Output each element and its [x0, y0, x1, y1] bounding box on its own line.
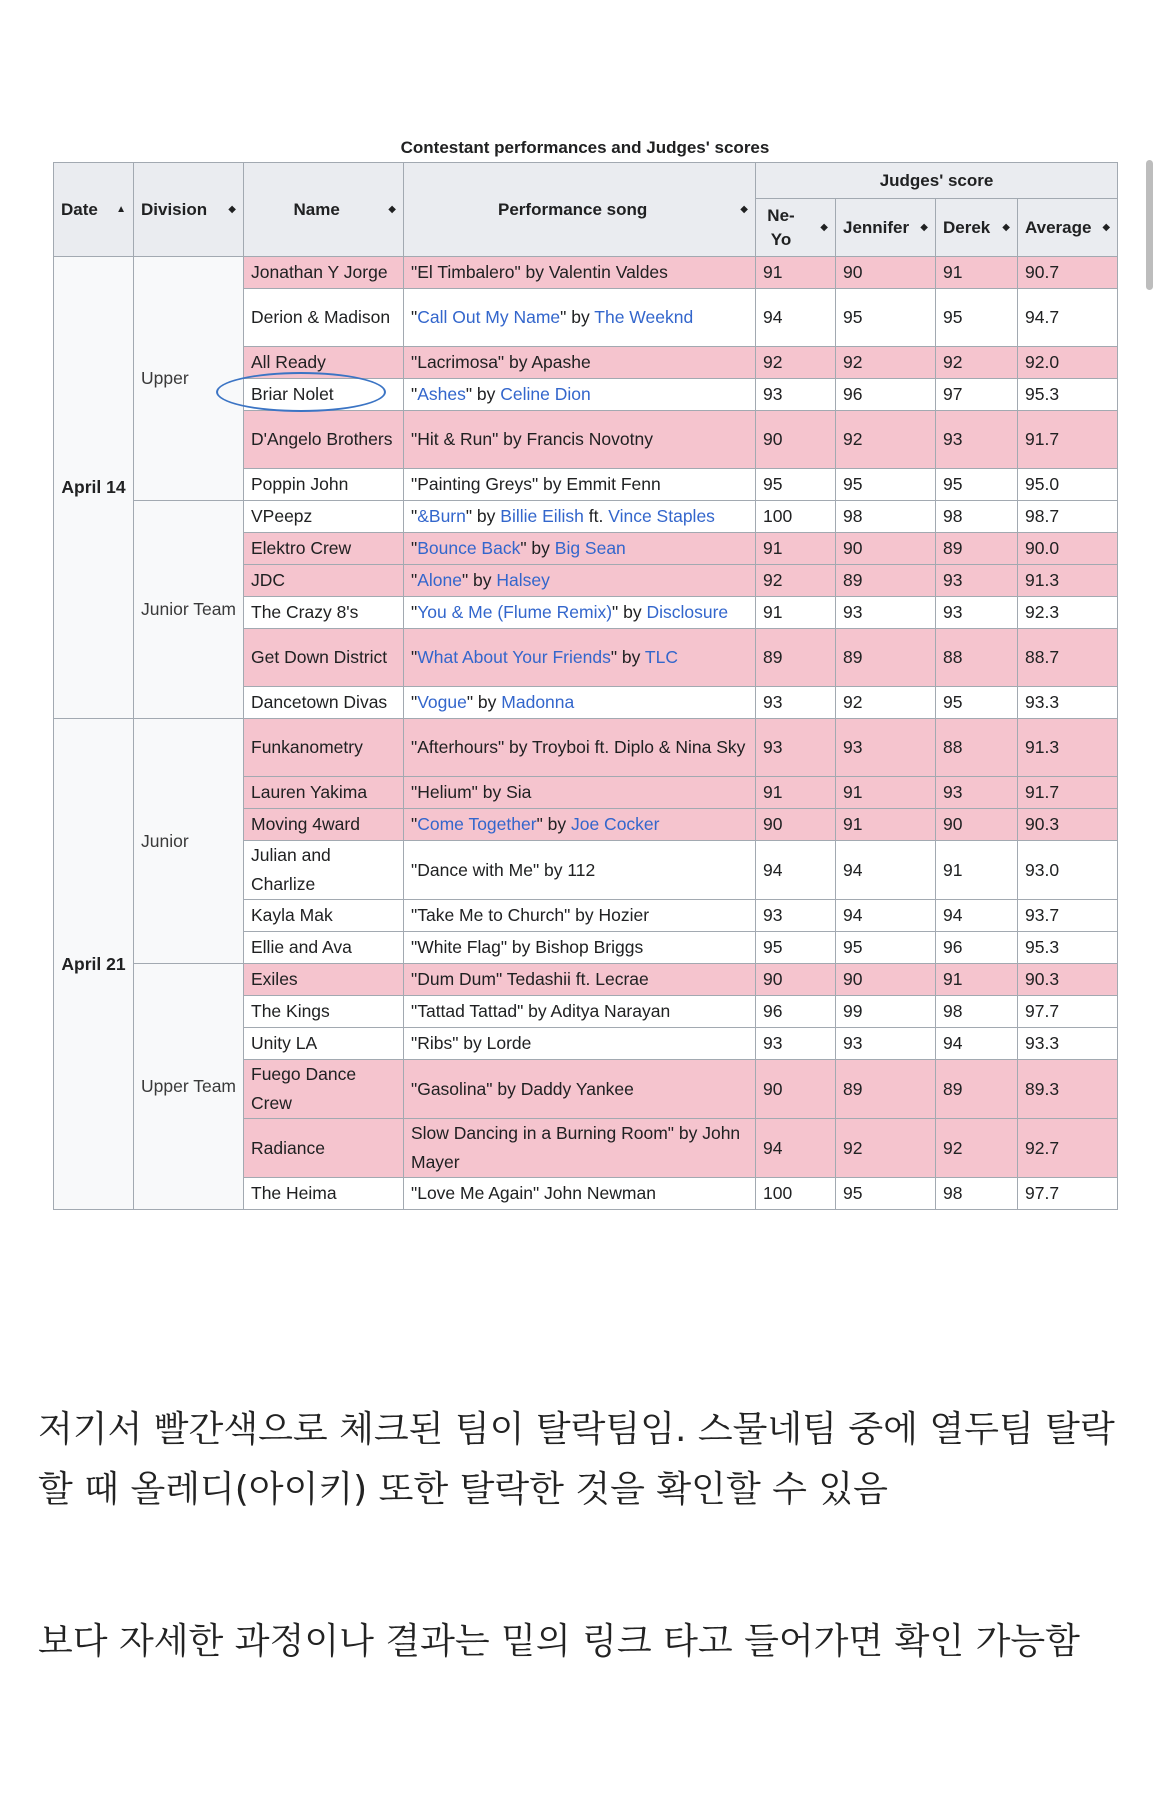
performance-song — [404, 809, 756, 841]
date-cell: April 21 — [54, 719, 134, 1210]
score-derek: 89 — [936, 1060, 1018, 1119]
song-text: " — [411, 692, 418, 712]
header-performance-song[interactable]: Performance song ◆ — [404, 163, 756, 257]
score-jennifer: 90 — [836, 257, 936, 289]
song-link[interactable]: TLC — [644, 647, 678, 667]
contestant-name: Derion & Madison — [244, 289, 404, 347]
header-date[interactable]: Date ▲ — [54, 163, 134, 257]
contestant-name: VPeepz — [244, 501, 404, 533]
score-derek: 98 — [936, 996, 1018, 1028]
results-table-container — [53, 134, 1117, 1210]
highlight-circle — [216, 372, 386, 412]
song-text: "Ribs" by Lorde — [411, 1033, 532, 1053]
song-link[interactable]: Disclosure — [646, 602, 729, 622]
score-neyo: 96 — [756, 996, 836, 1028]
song-text: " by — [465, 384, 501, 404]
contestant-name: All Ready — [244, 347, 404, 379]
header-jennifer[interactable]: Jennifer ◆ — [836, 199, 936, 257]
performance-song — [404, 533, 756, 565]
header-neyo[interactable]: Ne-Yo ◆ — [756, 199, 836, 257]
score-jennifer: 92 — [836, 411, 936, 469]
score-jennifer: 90 — [836, 964, 936, 996]
contestant-name: JDC — [244, 565, 404, 597]
score-neyo: 90 — [756, 1060, 836, 1119]
score-derek: 89 — [936, 533, 1018, 565]
contestant-name: Exiles — [244, 964, 404, 996]
song-text: "Take Me to Church" by Hozier — [411, 905, 650, 925]
score-derek: 91 — [936, 841, 1018, 900]
score-average: 90.3 — [1018, 809, 1118, 841]
score-average: 97.7 — [1018, 996, 1118, 1028]
score-neyo: 94 — [756, 1119, 836, 1178]
sort-icon[interactable]: ◆ — [820, 222, 828, 233]
performance-song — [404, 565, 756, 597]
score-derek: 98 — [936, 501, 1018, 533]
score-jennifer: 92 — [836, 687, 936, 719]
song-text: " — [411, 570, 418, 590]
contestant-name: Lauren Yakima — [244, 777, 404, 809]
score-average: 90.0 — [1018, 533, 1118, 565]
score-average: 98.7 — [1018, 501, 1118, 533]
contestant-name: Radiance — [244, 1119, 404, 1178]
score-jennifer: 95 — [836, 932, 936, 964]
score-derek: 93 — [936, 777, 1018, 809]
song-text: "Love Me Again" John Newman — [411, 1183, 656, 1203]
score-average: 93.0 — [1018, 841, 1118, 900]
score-jennifer: 96 — [836, 379, 936, 411]
song-text: " — [411, 384, 418, 404]
score-neyo: 94 — [756, 289, 836, 347]
contestant-name: The Crazy 8's — [244, 597, 404, 629]
song-text: "Dance with Me" by 112 — [411, 859, 596, 880]
score-average: 90.7 — [1018, 257, 1118, 289]
score-derek: 96 — [936, 932, 1018, 964]
song-link[interactable]: &Burn — [417, 506, 466, 526]
score-average: 95.3 — [1018, 379, 1118, 411]
date-cell: April 14 — [54, 257, 134, 719]
header-judges-score: Judges' score — [756, 163, 1118, 199]
sort-icon[interactable]: ◆ — [228, 204, 236, 215]
score-derek: 90 — [936, 809, 1018, 841]
score-jennifer: 89 — [836, 565, 936, 597]
song-text: " by — [466, 692, 502, 712]
score-neyo: 94 — [756, 841, 836, 900]
score-derek: 95 — [936, 687, 1018, 719]
performance-song — [404, 1028, 756, 1060]
score-neyo: 91 — [756, 777, 836, 809]
division-cell: Junior Team — [134, 501, 244, 719]
score-neyo: 100 — [756, 1178, 836, 1210]
song-text: " by — [461, 570, 497, 590]
song-text: " by — [536, 814, 571, 834]
score-jennifer: 94 — [836, 841, 936, 900]
performance-song — [404, 597, 756, 629]
sort-icon[interactable]: ◆ — [388, 204, 396, 215]
song-text: "Afterhours" by Troyboi ft. Diplo & Nina Sky — [411, 737, 746, 757]
score-average: 93.3 — [1018, 687, 1118, 719]
score-neyo: 91 — [756, 597, 836, 629]
song-text: " by — [610, 647, 645, 667]
contestant-name: Kayla Mak — [244, 900, 404, 932]
song-text: " by — [520, 538, 555, 558]
header-average[interactable]: Average ◆ — [1018, 199, 1118, 257]
contestant-name: Get Down District — [244, 629, 404, 687]
score-average: 97.7 — [1018, 1178, 1118, 1210]
song-text: " — [411, 506, 418, 526]
score-average: 95.3 — [1018, 932, 1118, 964]
score-jennifer: 98 — [836, 501, 936, 533]
header-name[interactable]: Name ◆ — [244, 163, 404, 257]
sort-icon[interactable]: ◆ — [1102, 222, 1111, 233]
performance-song — [404, 719, 756, 777]
song-link[interactable]: Big Sean — [554, 538, 626, 558]
scores-table — [53, 162, 1118, 1210]
song-text: " — [411, 814, 418, 834]
score-jennifer: 91 — [836, 809, 936, 841]
division-cell: Upper Team — [134, 964, 244, 1210]
song-text: ft. — [583, 506, 609, 526]
score-average: 91.3 — [1018, 719, 1118, 777]
score-neyo: 95 — [756, 469, 836, 501]
song-link[interactable]: Joe Cocker — [570, 814, 660, 834]
song-text: "Lacrimosa" by Apashe — [411, 352, 591, 372]
table-row — [54, 719, 1118, 777]
contestant-name: Elektro Crew — [244, 533, 404, 565]
score-jennifer: 95 — [836, 289, 936, 347]
contestant-name: Ellie and Ava — [244, 932, 404, 964]
score-derek: 93 — [936, 597, 1018, 629]
score-average: 92.0 — [1018, 347, 1118, 379]
performance-song — [404, 1060, 756, 1119]
header-derek[interactable]: Derek ◆ — [936, 199, 1018, 257]
score-derek: 92 — [936, 1119, 1018, 1178]
score-jennifer: 92 — [836, 347, 936, 379]
song-text: "Dum Dum" Tedashii ft. Lecrae — [411, 969, 649, 989]
score-jennifer: 92 — [836, 1119, 936, 1178]
song-text: " — [411, 602, 418, 622]
score-average: 94.7 — [1018, 289, 1118, 347]
contestant-name: Briar Nolet — [244, 379, 404, 411]
score-derek: 93 — [936, 411, 1018, 469]
score-neyo: 92 — [756, 347, 836, 379]
score-average: 92.3 — [1018, 597, 1118, 629]
song-link[interactable]: What About Your Friends — [417, 647, 611, 667]
song-text: "Painting Greys" by Emmit Fenn — [411, 474, 661, 494]
score-jennifer: 91 — [836, 777, 936, 809]
score-derek: 92 — [936, 347, 1018, 379]
contestant-name: Dancetown Divas — [244, 687, 404, 719]
score-derek: 91 — [936, 964, 1018, 996]
score-neyo: 93 — [756, 687, 836, 719]
score-jennifer: 94 — [836, 900, 936, 932]
table-body — [54, 257, 1118, 1210]
score-jennifer: 95 — [836, 1178, 936, 1210]
score-average: 90.3 — [1018, 964, 1118, 996]
score-derek: 88 — [936, 719, 1018, 777]
score-average: 91.7 — [1018, 777, 1118, 809]
song-link[interactable]: Alone — [417, 570, 462, 590]
score-neyo: 90 — [756, 411, 836, 469]
header-division[interactable]: Division ◆ — [134, 163, 244, 257]
song-text: " by — [560, 307, 595, 327]
score-jennifer: 93 — [836, 597, 936, 629]
score-jennifer: 95 — [836, 469, 936, 501]
song-link[interactable]: Vince Staples — [608, 506, 715, 526]
contestant-name: Julian and Charlize — [244, 841, 404, 900]
contestant-name: Moving 4ward — [244, 809, 404, 841]
song-link[interactable]: Billie Eilish — [500, 506, 584, 526]
score-average: 95.0 — [1018, 469, 1118, 501]
table-caption: Contestant performances and Judges' scores — [400, 138, 770, 157]
song-link[interactable]: Celine Dion — [500, 384, 591, 404]
score-neyo: 89 — [756, 629, 836, 687]
score-neyo: 93 — [756, 900, 836, 932]
table-row — [54, 964, 1118, 996]
song-link[interactable]: Madonna — [501, 692, 575, 712]
contestant-name: The Kings — [244, 996, 404, 1028]
note-paragraph-1: 저기서 빨간색으로 체크된 팀이 탈락팀임. 스물네팀 중에 열두팀 탈락할 때 올레디(아이키) 또한 탈락한 것을 확인할 수 있음 — [38, 1409, 1115, 1510]
song-link[interactable]: Come Together — [417, 814, 537, 834]
contestant-name: Unity LA — [244, 1028, 404, 1060]
song-link[interactable]: You & Me (Flume Remix) — [417, 602, 613, 622]
score-neyo: 91 — [756, 533, 836, 565]
score-derek: 94 — [936, 1028, 1018, 1060]
score-average: 93.7 — [1018, 900, 1118, 932]
performance-song — [404, 841, 756, 900]
performance-song — [404, 900, 756, 932]
song-text: "Gasolina" by Daddy Yankee — [411, 1078, 634, 1099]
song-text: " by — [612, 602, 647, 622]
score-average: 88.7 — [1018, 629, 1118, 687]
sort-icon[interactable]: ▲ — [116, 204, 126, 215]
score-average: 92.7 — [1018, 1119, 1118, 1178]
score-derek: 98 — [936, 1178, 1018, 1210]
score-jennifer: 93 — [836, 1028, 936, 1060]
score-average: 91.3 — [1018, 565, 1118, 597]
contestant-name: D'Angelo Brothers — [244, 411, 404, 469]
score-derek: 91 — [936, 257, 1018, 289]
song-text: "Hit & Run" by Francis Novotny — [411, 429, 653, 449]
contestant-name: Funkanometry — [244, 719, 404, 777]
score-derek: 97 — [936, 379, 1018, 411]
score-jennifer: 89 — [836, 1060, 936, 1119]
performance-song — [404, 996, 756, 1028]
song-link[interactable]: Ashes — [417, 384, 466, 404]
performance-song — [404, 347, 756, 379]
performance-song — [404, 501, 756, 533]
song-text: Slow Dancing in a Burning Room" by John Mayer — [411, 1123, 741, 1172]
performance-song — [404, 1119, 756, 1178]
score-neyo: 93 — [756, 1028, 836, 1060]
division-cell: Upper — [134, 257, 244, 501]
note-paragraph-2: 보다 자세한 과정이나 결과는 밑의 링크 타고 들어가면 확인 가능함 — [38, 1621, 1080, 1662]
performance-song — [404, 379, 756, 411]
song-text: " — [411, 647, 418, 667]
score-neyo: 90 — [756, 809, 836, 841]
song-text: " — [411, 307, 418, 327]
contestant-name: Jonathan Y Jorge — [244, 257, 404, 289]
performance-song — [404, 964, 756, 996]
score-derek: 93 — [936, 565, 1018, 597]
score-neyo: 90 — [756, 964, 836, 996]
performance-song — [404, 257, 756, 289]
song-link[interactable]: Bounce Back — [417, 538, 521, 558]
sort-icon[interactable]: ◆ — [1002, 222, 1010, 233]
score-average: 91.7 — [1018, 411, 1118, 469]
score-derek: 94 — [936, 900, 1018, 932]
score-derek: 95 — [936, 289, 1018, 347]
performance-song — [404, 411, 756, 469]
score-jennifer: 99 — [836, 996, 936, 1028]
song-text: "Helium" by Sia — [411, 782, 532, 802]
score-neyo: 100 — [756, 501, 836, 533]
division-cell: Junior — [134, 719, 244, 964]
score-jennifer: 93 — [836, 719, 936, 777]
song-link[interactable]: Call Out My Name — [417, 307, 561, 327]
song-text: "White Flag" by Bishop Briggs — [411, 937, 644, 957]
song-link[interactable]: Vogue — [417, 692, 467, 712]
performance-song — [404, 289, 756, 347]
score-neyo: 95 — [756, 932, 836, 964]
performance-song — [404, 469, 756, 501]
contestant-name: The Heima — [244, 1178, 404, 1210]
contestant-name: Fuego Dance Crew — [244, 1060, 404, 1119]
song-link[interactable]: The Weeknd — [594, 307, 694, 327]
score-average: 89.3 — [1018, 1060, 1118, 1119]
contestant-name: Poppin John — [244, 469, 404, 501]
score-neyo: 93 — [756, 719, 836, 777]
song-link[interactable]: Halsey — [496, 570, 550, 590]
sort-icon[interactable]: ◆ — [920, 222, 928, 233]
performance-song — [404, 932, 756, 964]
sort-icon[interactable]: ◆ — [740, 204, 748, 215]
song-text: " by — [465, 506, 501, 526]
scrollbar[interactable] — [1146, 160, 1153, 290]
performance-song — [404, 687, 756, 719]
score-neyo: 91 — [756, 257, 836, 289]
score-jennifer: 89 — [836, 629, 936, 687]
performance-song — [404, 1178, 756, 1210]
score-derek: 88 — [936, 629, 1018, 687]
song-text: " — [411, 538, 418, 558]
table-row — [54, 501, 1118, 533]
score-average: 93.3 — [1018, 1028, 1118, 1060]
song-text: "Tattad Tattad" by Aditya Narayan — [411, 1001, 671, 1021]
performance-song — [404, 629, 756, 687]
table-row — [54, 257, 1118, 289]
score-neyo: 93 — [756, 379, 836, 411]
score-neyo: 92 — [756, 565, 836, 597]
song-text: "El Timbalero" by Valentin Valdes — [411, 262, 668, 282]
score-derek: 95 — [936, 469, 1018, 501]
performance-song — [404, 777, 756, 809]
score-jennifer: 90 — [836, 533, 936, 565]
